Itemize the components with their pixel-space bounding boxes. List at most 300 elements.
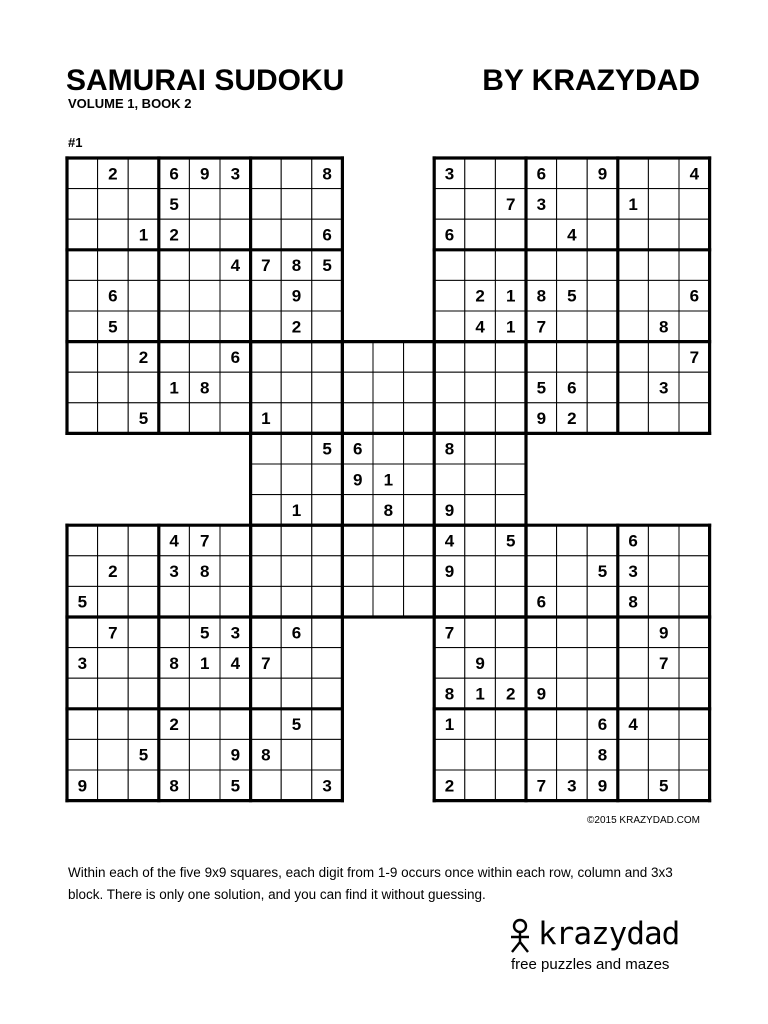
sudoku-cell[interactable] [557, 342, 588, 373]
given-digit: 5 [108, 317, 118, 337]
given-digit: 3 [322, 776, 332, 796]
sudoku-cell[interactable] [465, 586, 496, 617]
sudoku-cell[interactable] [618, 770, 649, 801]
sudoku-cell[interactable] [495, 495, 526, 526]
sudoku-cell[interactable] [312, 189, 343, 220]
sudoku-cell[interactable] [587, 250, 618, 281]
sudoku-cell[interactable] [189, 678, 220, 709]
sudoku-cell[interactable] [434, 403, 465, 434]
sudoku-cell[interactable] [648, 525, 679, 556]
sudoku-cell[interactable] [251, 464, 282, 495]
sudoku-cell[interactable] [465, 372, 496, 403]
sudoku-cell[interactable] [495, 403, 526, 434]
sudoku-cell[interactable] [159, 311, 190, 342]
sudoku-cell[interactable] [679, 709, 710, 740]
sudoku-cell[interactable] [495, 372, 526, 403]
sudoku-cell[interactable] [281, 158, 312, 189]
sudoku-cell[interactable] [189, 280, 220, 311]
sudoku-cell[interactable] [281, 648, 312, 679]
sudoku-cell[interactable] [128, 648, 159, 679]
given-digit: 8 [199, 562, 210, 582]
sudoku-cell[interactable] [98, 403, 129, 434]
sudoku-cell[interactable] [342, 342, 373, 373]
sudoku-cell[interactable] [128, 586, 159, 617]
sudoku-cell[interactable] [159, 586, 190, 617]
sudoku-cell[interactable] [98, 678, 129, 709]
sudoku-cell[interactable] [404, 586, 435, 617]
sudoku-cell[interactable] [220, 403, 251, 434]
sudoku-cell[interactable] [679, 219, 710, 250]
sudoku-cell[interactable] [495, 433, 526, 464]
sudoku-cell[interactable] [342, 372, 373, 403]
sudoku-cell[interactable] [281, 770, 312, 801]
sudoku-cell[interactable] [159, 280, 190, 311]
sudoku-cell[interactable] [128, 678, 159, 709]
given-digit: 7 [199, 531, 210, 551]
sudoku-cell[interactable] [128, 311, 159, 342]
sudoku-cell[interactable] [587, 342, 618, 373]
sudoku-cell[interactable] [557, 250, 588, 281]
sudoku-cell[interactable] [465, 158, 496, 189]
sudoku-cell[interactable] [587, 586, 618, 617]
sudoku-cell[interactable] [67, 678, 98, 709]
sudoku-cell[interactable] [67, 342, 98, 373]
sudoku-cell[interactable] [495, 158, 526, 189]
sudoku-cell[interactable] [648, 678, 679, 709]
given-digit: 5 [230, 776, 241, 796]
given-digit: 7 [108, 623, 118, 643]
sudoku-cell[interactable] [526, 617, 557, 648]
sudoku-cell[interactable] [220, 189, 251, 220]
sudoku-cell[interactable] [281, 372, 312, 403]
sudoku-cell[interactable] [404, 433, 435, 464]
sudoku-cell[interactable] [128, 372, 159, 403]
sudoku-cell[interactable] [342, 586, 373, 617]
given-digit: 7 [261, 653, 271, 673]
given-digit: 4 [628, 715, 638, 735]
sudoku-cell[interactable] [557, 739, 588, 770]
sudoku-cell[interactable] [434, 342, 465, 373]
sudoku-cell[interactable] [98, 739, 129, 770]
sudoku-cell[interactable] [618, 372, 649, 403]
sudoku-cell[interactable] [618, 219, 649, 250]
sudoku-cell[interactable] [128, 556, 159, 587]
sudoku-cell[interactable] [648, 250, 679, 281]
sudoku-cell[interactable] [251, 311, 282, 342]
sudoku-cell[interactable] [159, 250, 190, 281]
sudoku-cell[interactable] [526, 525, 557, 556]
sudoku-cell[interactable] [220, 709, 251, 740]
sudoku-cell[interactable] [67, 189, 98, 220]
sudoku-cell[interactable] [434, 464, 465, 495]
sudoku-cell[interactable] [312, 342, 343, 373]
sudoku-cell[interactable] [251, 678, 282, 709]
sudoku-cell[interactable] [312, 739, 343, 770]
sudoku-cell[interactable] [373, 372, 404, 403]
sudoku-cell[interactable] [434, 739, 465, 770]
sudoku-cell[interactable] [281, 403, 312, 434]
sudoku-cell[interactable] [98, 770, 129, 801]
sudoku-cell[interactable] [679, 403, 710, 434]
sudoku-cell[interactable] [495, 464, 526, 495]
sudoku-cell[interactable] [312, 556, 343, 587]
sudoku-cell[interactable] [251, 617, 282, 648]
sudoku-cell[interactable] [465, 403, 496, 434]
sudoku-cell[interactable] [251, 342, 282, 373]
sudoku-cell[interactable] [128, 525, 159, 556]
sudoku-cell[interactable] [587, 678, 618, 709]
sudoku-cell[interactable] [526, 739, 557, 770]
given-digit: 4 [230, 653, 241, 673]
sudoku-cell[interactable] [159, 739, 190, 770]
sudoku-cell[interactable] [251, 525, 282, 556]
sudoku-cell[interactable] [465, 770, 496, 801]
sudoku-cell[interactable] [587, 372, 618, 403]
sudoku-cell[interactable] [251, 219, 282, 250]
sudoku-cell[interactable] [281, 739, 312, 770]
sudoku-cell[interactable] [618, 158, 649, 189]
sudoku-cell[interactable] [465, 556, 496, 587]
sudoku-cell[interactable] [648, 709, 679, 740]
sudoku-cell[interactable] [67, 617, 98, 648]
sudoku-cell[interactable] [495, 556, 526, 587]
sudoku-cell[interactable] [648, 219, 679, 250]
sudoku-cell[interactable] [342, 495, 373, 526]
sudoku-cell[interactable] [189, 770, 220, 801]
sudoku-cell[interactable] [434, 250, 465, 281]
sudoku-cell[interactable] [373, 342, 404, 373]
sudoku-cell[interactable] [312, 648, 343, 679]
sudoku-cell[interactable] [67, 250, 98, 281]
sudoku-cell[interactable] [495, 709, 526, 740]
sudoku-cell[interactable] [159, 342, 190, 373]
sudoku-cell[interactable] [434, 280, 465, 311]
sudoku-cell[interactable] [220, 678, 251, 709]
sudoku-cell[interactable] [618, 342, 649, 373]
sudoku-cell[interactable] [495, 739, 526, 770]
sudoku-cell[interactable] [587, 189, 618, 220]
sudoku-cell[interactable] [98, 586, 129, 617]
sudoku-cell[interactable] [312, 678, 343, 709]
sudoku-cell[interactable] [465, 525, 496, 556]
sudoku-cell[interactable] [495, 219, 526, 250]
given-digit: 7 [536, 317, 547, 337]
given-digit: 9 [597, 776, 608, 796]
sudoku-cell[interactable] [526, 342, 557, 373]
brand-name: krazydad [538, 916, 680, 952]
sudoku-cell[interactable] [281, 586, 312, 617]
sudoku-cell[interactable] [98, 189, 129, 220]
sudoku-cell[interactable] [281, 556, 312, 587]
sudoku-cell[interactable] [587, 219, 618, 250]
sudoku-cell[interactable] [679, 586, 710, 617]
given-digit: 9 [352, 470, 363, 490]
sudoku-cell[interactable] [251, 556, 282, 587]
sudoku-cell[interactable] [679, 739, 710, 770]
sudoku-cell[interactable] [557, 678, 588, 709]
sudoku-cell[interactable] [251, 709, 282, 740]
sudoku-cell[interactable] [220, 372, 251, 403]
given-digit: 8 [628, 592, 638, 612]
sudoku-cell[interactable] [557, 311, 588, 342]
sudoku-cell[interactable] [434, 648, 465, 679]
sudoku-cell[interactable] [465, 464, 496, 495]
sudoku-cell[interactable] [557, 556, 588, 587]
sudoku-cell[interactable] [281, 525, 312, 556]
sudoku-cell[interactable] [128, 617, 159, 648]
sudoku-cell[interactable] [495, 586, 526, 617]
sudoku-cell[interactable] [312, 280, 343, 311]
sudoku-cell[interactable] [251, 770, 282, 801]
sudoku-cell[interactable] [98, 372, 129, 403]
sudoku-cell[interactable] [648, 342, 679, 373]
sudoku-cell[interactable] [281, 433, 312, 464]
sudoku-cell[interactable] [587, 280, 618, 311]
given-digit: 3 [536, 194, 547, 214]
sudoku-cell[interactable] [679, 189, 710, 220]
sudoku-cell[interactable] [404, 372, 435, 403]
sudoku-cell[interactable] [618, 739, 649, 770]
sudoku-cell[interactable] [342, 556, 373, 587]
given-digit: 4 [230, 256, 241, 276]
sudoku-cell[interactable] [67, 311, 98, 342]
sudoku-cell[interactable] [648, 586, 679, 617]
sudoku-cell[interactable] [679, 525, 710, 556]
sudoku-cell[interactable] [495, 770, 526, 801]
sudoku-cell[interactable] [312, 403, 343, 434]
given-digit: 8 [169, 776, 179, 796]
sudoku-cell[interactable] [526, 709, 557, 740]
krazydad-logo-icon [508, 918, 536, 956]
sudoku-cell[interactable] [251, 189, 282, 220]
sudoku-cell[interactable] [465, 739, 496, 770]
sudoku-cell[interactable] [465, 342, 496, 373]
sudoku-cell[interactable] [189, 311, 220, 342]
sudoku-cell[interactable] [404, 495, 435, 526]
sudoku-cell[interactable] [251, 280, 282, 311]
sudoku-cell[interactable] [618, 678, 649, 709]
sudoku-cell[interactable] [312, 617, 343, 648]
sudoku-cell[interactable] [648, 280, 679, 311]
sudoku-cell[interactable] [281, 678, 312, 709]
sudoku-cell[interactable] [618, 280, 649, 311]
sudoku-cell[interactable] [251, 372, 282, 403]
sudoku-cell[interactable] [312, 372, 343, 403]
given-digit: 3 [628, 562, 638, 582]
sudoku-cell[interactable] [159, 678, 190, 709]
sudoku-cell[interactable] [67, 158, 98, 189]
sudoku-cell[interactable] [526, 250, 557, 281]
sudoku-cell[interactable] [618, 403, 649, 434]
sudoku-cell[interactable] [281, 189, 312, 220]
sudoku-cell[interactable] [342, 403, 373, 434]
sudoku-cell[interactable] [98, 709, 129, 740]
sudoku-cell[interactable] [465, 250, 496, 281]
sudoku-cell[interactable] [587, 403, 618, 434]
sudoku-cell[interactable] [618, 311, 649, 342]
sudoku-cell[interactable] [312, 525, 343, 556]
sudoku-cell[interactable] [587, 311, 618, 342]
sudoku-cell[interactable] [495, 617, 526, 648]
given-digit: 1 [383, 470, 394, 490]
sudoku-cell[interactable] [648, 158, 679, 189]
sudoku-cell[interactable] [67, 709, 98, 740]
sudoku-cell[interactable] [587, 617, 618, 648]
sudoku-cell[interactable] [404, 525, 435, 556]
given-digit: 3 [444, 164, 455, 184]
sudoku-cell[interactable] [373, 556, 404, 587]
sudoku-cell[interactable] [312, 311, 343, 342]
sudoku-cell[interactable] [128, 709, 159, 740]
sudoku-cell[interactable] [67, 739, 98, 770]
sudoku-cell[interactable] [281, 219, 312, 250]
sudoku-cell[interactable] [587, 648, 618, 679]
sudoku-cell[interactable] [679, 648, 710, 679]
sudoku-cell[interactable] [679, 311, 710, 342]
sudoku-cell[interactable] [679, 250, 710, 281]
sudoku-cell[interactable] [220, 525, 251, 556]
sudoku-cell[interactable] [495, 648, 526, 679]
sudoku-cell[interactable] [526, 648, 557, 679]
sudoku-cell[interactable] [98, 219, 129, 250]
sudoku-cell[interactable] [465, 219, 496, 250]
sudoku-cell[interactable] [404, 556, 435, 587]
given-digit: 6 [291, 623, 302, 643]
sudoku-cell[interactable] [465, 617, 496, 648]
sudoku-cell[interactable] [220, 556, 251, 587]
sudoku-cell[interactable] [312, 586, 343, 617]
sudoku-cell[interactable] [557, 709, 588, 740]
sudoku-cell[interactable] [465, 189, 496, 220]
sudoku-cell[interactable] [587, 525, 618, 556]
given-digit: 5 [169, 194, 179, 214]
sudoku-cell[interactable] [67, 403, 98, 434]
krazydad-brand [508, 914, 708, 978]
given-digit: 6 [230, 347, 241, 367]
sudoku-cell[interactable] [128, 250, 159, 281]
sudoku-cell[interactable] [434, 189, 465, 220]
sudoku-cell[interactable] [67, 556, 98, 587]
sudoku-cell[interactable] [679, 556, 710, 587]
sudoku-cell[interactable] [526, 219, 557, 250]
sudoku-cell[interactable] [404, 342, 435, 373]
sudoku-cell[interactable] [98, 525, 129, 556]
sudoku-cell[interactable] [251, 495, 282, 526]
sudoku-cell[interactable] [220, 280, 251, 311]
sudoku-cell[interactable] [67, 280, 98, 311]
sudoku-cell[interactable] [189, 739, 220, 770]
sudoku-cell[interactable] [67, 372, 98, 403]
sudoku-cell[interactable] [434, 586, 465, 617]
given-digit: 7 [536, 776, 547, 796]
sudoku-cell[interactable] [679, 372, 710, 403]
given-digit: 6 [108, 286, 118, 306]
sudoku-cell[interactable] [128, 158, 159, 189]
sudoku-cell[interactable] [98, 342, 129, 373]
sudoku-cell[interactable] [128, 770, 159, 801]
sudoku-cell[interactable] [373, 525, 404, 556]
sudoku-cell[interactable] [404, 464, 435, 495]
sudoku-cell[interactable] [281, 342, 312, 373]
puzzle-number: #1 [68, 135, 83, 150]
sudoku-cell[interactable] [434, 311, 465, 342]
page-title: SAMURAI SUDOKU [66, 64, 345, 97]
sudoku-cell[interactable] [495, 250, 526, 281]
instructions-text: Within each of the five 9x9 squares, each digit from 1-9 occurs once within each row, column and 3x3 block. There is only one solution, and you can find it without guessing. [68, 865, 673, 902]
sudoku-cell[interactable] [373, 433, 404, 464]
sudoku-cell[interactable] [404, 403, 435, 434]
sudoku-cell[interactable] [189, 219, 220, 250]
given-digit: 3 [658, 378, 669, 398]
sudoku-cell[interactable] [159, 617, 190, 648]
sudoku-cell[interactable] [373, 586, 404, 617]
sudoku-cell[interactable] [281, 464, 312, 495]
sudoku-cell[interactable] [679, 770, 710, 801]
sudoku-cell[interactable] [189, 586, 220, 617]
sudoku-cell[interactable] [98, 250, 129, 281]
sudoku-cell[interactable] [648, 403, 679, 434]
sudoku-cell[interactable] [495, 342, 526, 373]
sudoku-cell[interactable] [679, 678, 710, 709]
sudoku-cell[interactable] [526, 556, 557, 587]
sudoku-cell[interactable] [312, 464, 343, 495]
sudoku-cell[interactable] [557, 617, 588, 648]
sudoku-cell[interactable] [618, 648, 649, 679]
sudoku-cell[interactable] [67, 525, 98, 556]
sudoku-cell[interactable] [312, 495, 343, 526]
given-digit: 8 [199, 378, 210, 398]
sudoku-cell[interactable] [128, 189, 159, 220]
sudoku-cell[interactable] [557, 586, 588, 617]
sudoku-cell[interactable] [434, 372, 465, 403]
sudoku-cell[interactable] [342, 525, 373, 556]
sudoku-cell[interactable] [98, 648, 129, 679]
given-digit: 2 [475, 286, 485, 306]
sudoku-cell[interactable] [679, 617, 710, 648]
sudoku-cell[interactable] [189, 189, 220, 220]
sudoku-cell[interactable] [557, 525, 588, 556]
sudoku-cell[interactable] [189, 403, 220, 434]
sudoku-cell[interactable] [189, 250, 220, 281]
given-digit: 9 [536, 684, 547, 704]
sudoku-cell[interactable] [465, 495, 496, 526]
given-digit: 5 [658, 776, 669, 796]
sudoku-cell[interactable] [557, 158, 588, 189]
sudoku-cell[interactable] [557, 648, 588, 679]
sudoku-cell[interactable] [465, 709, 496, 740]
sudoku-cell[interactable] [251, 586, 282, 617]
sudoku-cell[interactable] [312, 709, 343, 740]
sudoku-cell[interactable] [373, 403, 404, 434]
sudoku-cell[interactable] [159, 403, 190, 434]
sudoku-cell[interactable] [67, 219, 98, 250]
sudoku-cell[interactable] [557, 189, 588, 220]
sudoku-cell[interactable] [251, 433, 282, 464]
sudoku-cell[interactable] [220, 219, 251, 250]
sudoku-cell[interactable] [251, 158, 282, 189]
sudoku-cell[interactable] [220, 586, 251, 617]
sudoku-cell[interactable] [648, 556, 679, 587]
sudoku-cell[interactable] [465, 433, 496, 464]
sudoku-cell[interactable] [189, 342, 220, 373]
sudoku-cell[interactable] [128, 280, 159, 311]
sudoku-cell[interactable] [618, 617, 649, 648]
sudoku-cell[interactable] [220, 311, 251, 342]
sudoku-cell[interactable] [618, 250, 649, 281]
sudoku-cell[interactable] [648, 189, 679, 220]
sudoku-cell[interactable] [648, 739, 679, 770]
sudoku-cell[interactable] [189, 709, 220, 740]
